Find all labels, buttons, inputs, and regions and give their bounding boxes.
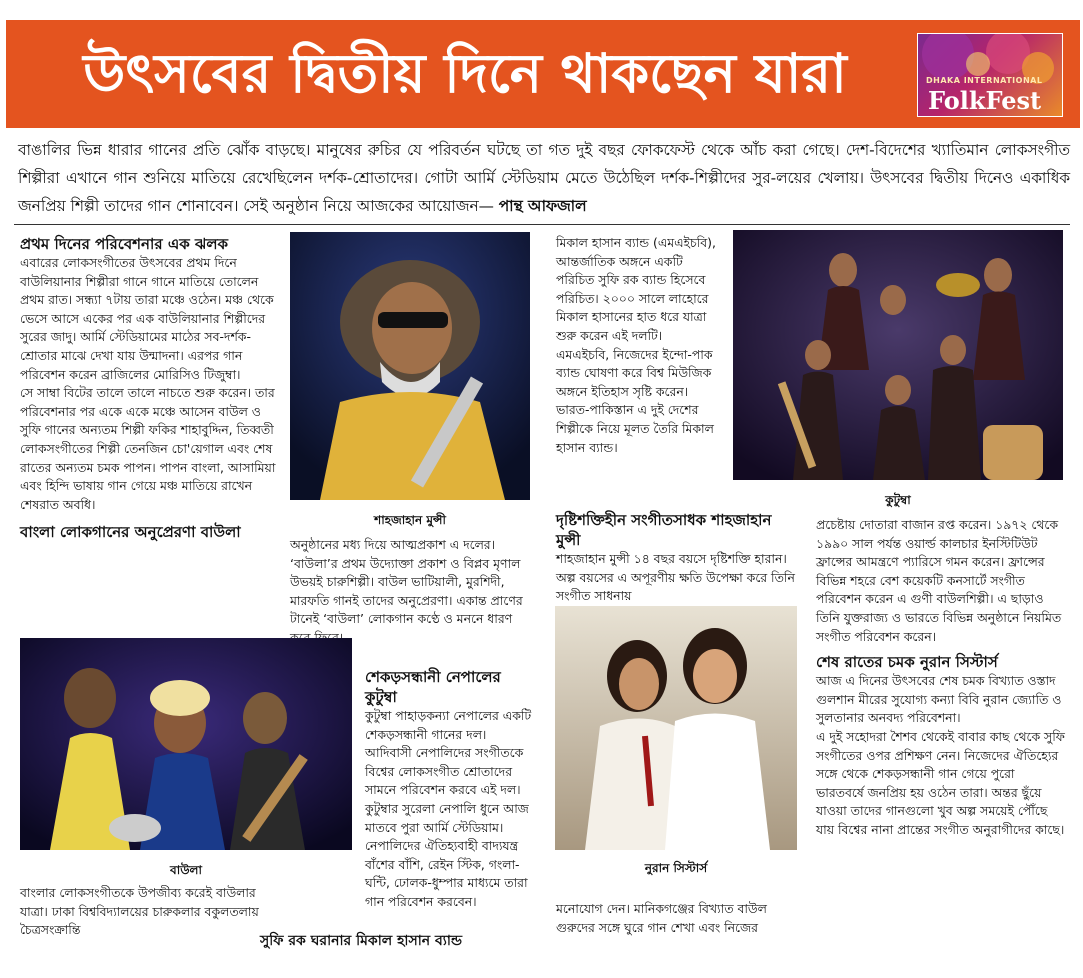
kutumba-section [365, 667, 537, 912]
shahjahan-para: শাহজাহান মুন্সী ১৪ বছর বয়সে দৃষ্টিশক্তি হারান। অল্প বয়সের এ অপূরণীয় ক্ষতি উপেক্ষা করে তিনি সংগীত সাধনায় [556, 551, 795, 604]
first-day-para-2: সে সাম্বা বিটের তালে তালে নাচতে শুরু করেন। তার পরিবেশনার পর একে একে মঞ্চে আসেন বাউল ও সুফি গানের অন্যতম শিল্পী ফকির শাহাবুদ্দিন, তিব্বতী লোকসংগীতের শিল্পী তেনজিন চো'য়েগাল এবং শেষ রাতের অন্যতম চমক পাপন। পাপন বাংলা, আসামিয়া এবং হিন্দি ভাষায় গান গেয়ে মঞ্চ মাতিয়ে রাখেন শেষরাত অবধি। [20, 385, 276, 512]
baula-heading: বাংলা লোকগানের অনুপ্রেরণা বাউলা [20, 523, 241, 542]
baula-group-icon [20, 638, 352, 850]
column-4 [816, 516, 1066, 840]
nuran-para-2: এ দুই সহোদরা শৈশব থেকেই বাবার কাছ থেকে সুফি সংগীতের ওপর প্রশিক্ষণ নেন। নিজেদের ঐতিহ্যের সঙ্গে থেকে শেকড়সন্ধানী গান গেয়ে পুরো ভারতবর্ষে জনপ্রিয় হয় ওঠেন তারা। অন্তর ছুঁয়ে যাওয়া তাদের গানগুলো খুব অল্প সময়েই পৌঁছে যায় বিশ্বের নানা প্রান্তের সংগীত অনুরাগীদের কাছে। [816, 728, 1065, 837]
first-day-para-1: এবারের লোকসংগীতের উৎসবের প্রথম দিনে বাউলিয়ানার শিল্পীরা গানে গানে মাতিয়ে তোলেন প্রথম রাত। সন্ধ্যা ৭টায় তারা মঞ্চে ওঠেন। মঞ্চ থেকে ভেসে আসে একের পর এক বাউলিয়ানার শিল্পীদের সুরের জাদু। আর্মি স্টেডিয়ামের মাঠের সব-দর্শক-শ্রোতার মাঝে দেখা যায় উন্মাদনা। এরপর গান পরিবেশন করেন ব্রাজিলের মোরিসিও টিজুম্বা। [20, 255, 274, 382]
shahjahan-continued-para: প্রচেষ্টায় দোতারা বাজান রপ্ত করেন। ১৯৭২ থেকে ১৯৯০ সাল পর্যন্ত ওয়ার্ল্ড কালচার ইনস্টিটিউট ফ্রান্সের আমন্ত্রণে প্যারিসে গমন করেন। ফ্রান্সের বিভিন্ন শহরে বেশ কয়েকটি কনসার্টে সংগীত পরিবেশন করেন এ গুণী বাউলশিল্পী। এ ছাড়াও তিনি যুক্তরাজ্য ও ভারতে বিভিন্ন অনুষ্ঠানে নিয়মিত সংগীত পরিবেশন করেন। [816, 517, 1062, 644]
nuran-para-1: আজ এ দিনের উৎসবের শেষ চমক বিখ্যাত ওস্তাদ গুলশান মীরের সুযোগ্য কন্যা বিবি নুরান জ্যোতি ও সুলতানার অনবদ্য পরিবেশনা। [816, 673, 1062, 726]
folkfest-logo [917, 33, 1063, 117]
kutumba-photo [733, 230, 1063, 480]
baula-para-1: অনুষ্ঠানের মধ্য দিয়ে আত্মপ্রকাশ এ দলের। ‘বাউলা’র প্রথম উদ্যোক্তা প্রকাশ ও বিপ্লব মৃণাল উভয়ই চারুশিল্পী। বাউল ভাটিয়ালী, মুরশিদী, মারফতি গানই তাদের অনুপ্রেরণা। একান্ত প্রাণের টানেই ‘বাউলা’ লোকগান কণ্ঠে ও মননে ধারণ [290, 537, 523, 627]
nuran-heading: শেষ রাতের চমক নুরান সিস্টার্স [816, 653, 998, 672]
kutumba-caption: কুটুম্বা [885, 493, 911, 507]
baula-photo [20, 638, 352, 850]
byline: পান্থ আফজাল [498, 197, 587, 215]
shahjahan-caption: শাহজাহান মুন্সী [374, 513, 446, 527]
shahjahan-bottom-para: মনোযোগ দেন। মানিকগঞ্জের বিখ্যাত বাউল গুরুদের সঙ্গে ঘুরে গান শেখা এবং নিজের [556, 901, 767, 935]
nuran-sisters-icon [555, 606, 797, 850]
logo-top-text: DHAKA INTERNATIONAL [926, 76, 1043, 85]
column-1 [20, 234, 278, 542]
mikal-para-2: এমএইচবি, নিজেদের ইন্দো-পাক ব্যান্ড ঘোষণা করে বিশ্ব মিউজিক অঙ্গনে ইতিহাস সৃষ্টি করেন। ভারত-পাকিস্তান এ দুই দেশের শিল্পীকে নিয়ে মূলত তৈরি মিকাল হাসান ব্যান্ড। [556, 346, 714, 455]
intro-paragraph [18, 136, 1070, 220]
kutumba-heading: শেকড়সন্ধানী নেপালের কুটুম্বা [365, 668, 501, 706]
baula-caption: বাউলা [170, 863, 202, 877]
shahjahan-portrait-icon [290, 232, 530, 500]
logo-main-text: FolkFest [928, 86, 1042, 115]
nuran-photo [555, 606, 797, 850]
kutumba-para: কুটুম্বা পাহাড়কন্যা নেপালের একটি শেকড়সন্ধানী গানের দল। আদিবাসী নেপালিদের সংগীতকে বিশ্বের লোকসংগীত শ্রোতাদের সামনে পরিবেশন করবে এই দল। কুটুম্বার সুরেলা নেপালি ধুনে আজ মাতবে পুরা আর্মি স্টেডিয়াম। নেপালিদের ঐতিহ্যবাহী বাদ্যযন্ত্র বাঁশের বাঁশি, রেইন স্টিক, গংলা-ঘন্টি, ঢোলক-ধুম্পার মাধ্যমে তারা গান পরিবেশন করবেন। [365, 708, 532, 909]
page-headline: উৎসবের দ্বিতীয় দিনে থাকছেন যারা [83, 42, 847, 105]
mikal-para-1: মিকাল হাসান ব্যান্ড (এমএইচবি), আন্তর্জাতিক অঙ্গনে একটি পরিচিত সুফি রক ব্যান্ড হিসেবে পরিচিত। ২০০০ সালে লাহোরে মিকাল হাসানের হাত ধরে যাত্রা শুরু করেন এই দলটি। [556, 235, 716, 343]
baula-bottom-para: বাংলার লোকসংগীতকে উপজীব্য করেই বাউলার যাত্রা। ঢাকা বিশ্ববিদ্যালয়ের চারুকলার বকুলতলায় চৈত্রসংক্রান্তি [20, 885, 259, 938]
shahjahan-photo [290, 232, 530, 500]
shahjahan-heading: দৃষ্টিশক্তিহীন সংগীতসাধক শাহজাহান মুন্সী [556, 511, 772, 549]
baula-bottom-text [20, 884, 260, 940]
shahjahan-section [556, 510, 796, 606]
kutumba-group-icon [733, 230, 1063, 480]
column-2 [290, 536, 535, 648]
nuran-caption: নুরান সিস্টার্স [644, 861, 708, 875]
intro-text: বাঙালির ভিন্ন ধারার গানের প্রতি ঝোঁক বাড়ছে। মানুষের রুচির যে পরিবর্তন ঘটছে তা গত দুই বছর ফোকফেস্ট থেকে আঁচ করা গেছে। দেশ-বিদেশের খ্যাতিমান লোকসংগীত শিল্পীরা এখানে গান শুনিয়ে মাতিয়ে রেখেছিলেন দর্শক-শ্রোতাদের। গোটা আর্মি স্টেডিয়াম মেতে উঠেছিল দর্শক-শিল্পীদের সুর-লয়ের খেলায়। উৎসবের দ্বিতীয় দিনেও একাধিক জনপ্রিয় শিল্পী তাদের গান শোনাবেন। সেই অনুষ্ঠান নিয়ে আজকের আয়োজন— [18, 141, 1070, 215]
mikal-hasan-heading: সুফি রক ঘরানার মিকাল হাসান ব্যান্ড [260, 933, 463, 949]
first-day-heading: প্রথম দিনের পরিবেশনার এক ঝলক [20, 235, 228, 253]
intro-divider [14, 224, 1070, 225]
column-3 [556, 234, 722, 457]
column-3-bottom [556, 900, 796, 937]
